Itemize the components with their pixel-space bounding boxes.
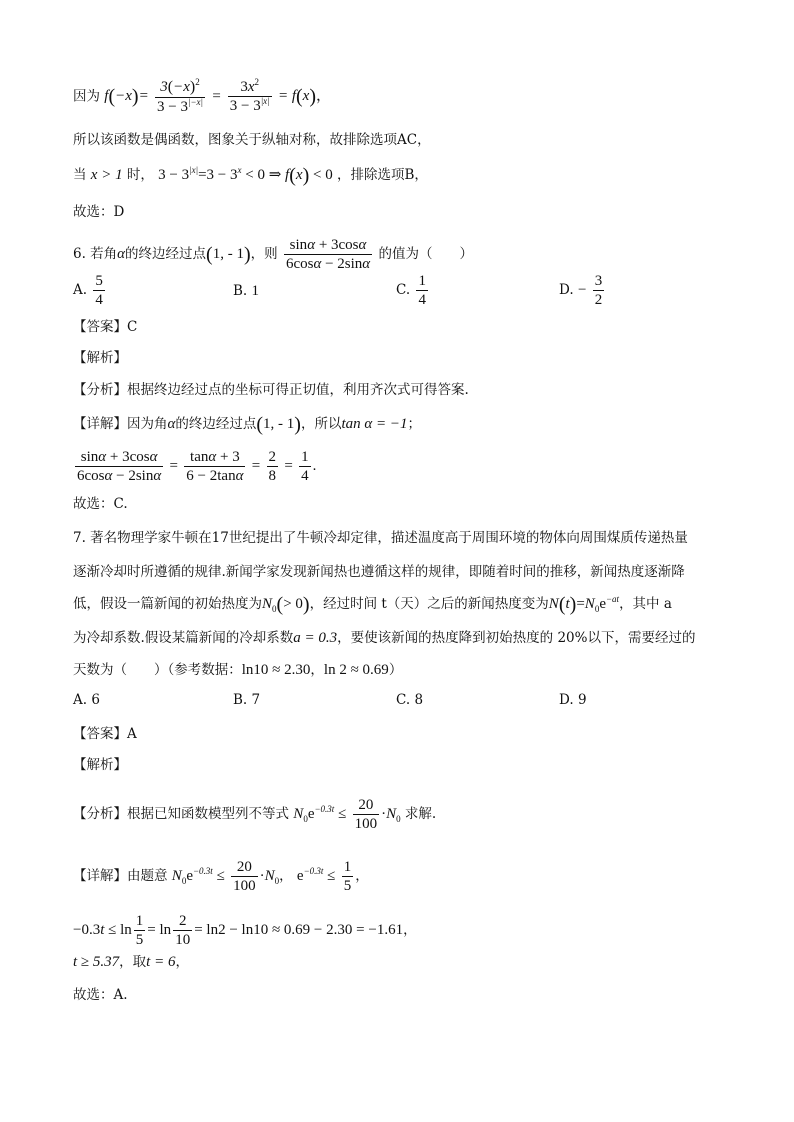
q6-answer: 【答案】C	[73, 319, 138, 335]
q6-detail: 【详解】因为角α的终边经过点(1, - 1)，所以tan α = −1；	[73, 413, 422, 436]
q6-analysis-heading: 【解析】	[73, 350, 127, 366]
q7-line-4: 为冷却系数.假设某篇新闻的冷却系数a = 0.3，要使该新闻的热度降到初始热度的 20%以下，需要经过的	[73, 630, 696, 646]
symmetry-derivation: 因为 f(−x)= $\frac{3(-x)^2}{3 - 3^{|-x|}}$ = $\frac{3x^2}{3 - 3^{|x|}}$ = f(x)，	[73, 77, 332, 115]
q7-answer: 【答案】A	[73, 726, 137, 742]
q6-option-a[interactable]: A. $\frac{5}{4}$	[73, 273, 103, 308]
q7-option-d[interactable]: D. 9	[559, 692, 587, 708]
q6-option-b[interactable]: B. 1	[233, 283, 260, 299]
q6-expression: $\frac{\sin\alpha + 3\cos\alpha}{6\cos\alpha - 2\sin\alpha}$	[285, 237, 371, 272]
inequality-chain: $3 - 3^{|x|}=3 - 3^x < 0$ ⇒ f(x) < 0	[158, 164, 333, 187]
even-function-conclusion: 所以该函数是偶函数，图象关于纵轴对称，故排除选项AC，	[73, 132, 431, 148]
q6-homogeneous-computation: $\frac{\sin\alpha + 3\cos\alpha}{6\cos\alpha - 2\sin\alpha}$ = $\frac{\tan\alpha + 3}{6 - 2\tan\alpha}$ = $\frac{2}{8}$ = $\frac{1}{4}$ .	[77, 449, 317, 484]
q7-detail: 【详解】由题意 $N_0e^{-0.3t}$ ≤ $\frac{20}{100}$ $\cdot N_0$， $e^{-0.3t}$ ≤ $\frac{1}{5}$ ，	[73, 859, 369, 894]
fraction-1: $\frac{3(-x)^2}{3 - 3^{|-x|}}$	[157, 77, 204, 115]
q7-analysis-heading: 【解析】	[73, 757, 127, 773]
q6-option-d[interactable]: D. − $\frac{3}{2}$	[559, 273, 603, 308]
q7-fenxi: 【分析】根据已知函数模型列不等式 $N_0e^{-0.3t}$ ≤ $\frac{20}{100}$ $\cdot N_0$ 求解.	[73, 797, 437, 832]
q7-line-5: 天数为（ ）（参考数据：ln10 ≈ 2.30，ln 2 ≈ 0.69）	[73, 662, 403, 678]
q6-choose: 故选：C.	[73, 496, 128, 512]
q7-line-1: 7. 著名物理学家牛顿在17世纪提出了牛顿冷却定律，描述温度高于周围环境的物体向周围煤质传递热量	[73, 530, 688, 546]
x-greater-one-line: 当 x > 1 时， $3 - 3^{|x|}=3 - 3^x < 0$ ⇒ f(x) < 0 ，排除选项B，	[73, 164, 428, 187]
q7-option-c[interactable]: C. 8	[396, 692, 424, 708]
choose-d: 故选：D	[73, 204, 125, 220]
because-label: 因为	[73, 88, 100, 105]
q7-choose: 故选：A.	[73, 987, 128, 1003]
formula-f-neg-x: f(−x)=	[104, 85, 149, 108]
q7-result: t ≥ 5.37，取t = 6，	[73, 954, 189, 970]
q7-line-2: 逐渐冷却时所遵循的规律.新闻学家发现新闻热也遵循这样的规律，即随着时间的推移，新闻热度逐渐降	[73, 564, 685, 580]
q7-option-b[interactable]: B. 7	[233, 692, 261, 708]
fraction-2: $\frac{3x^2}{3 - 3^{|x|}}$	[229, 77, 270, 115]
question-6-stem: 6. 若角α的终边经过点(1, - 1)，则 $\frac{\sin\alpha + 3\cos\alpha}{6\cos\alpha - 2\sin\alpha}$ 的值为（ ）	[73, 237, 473, 272]
q6-option-c[interactable]: C. $\frac{1}{4}$	[396, 273, 426, 308]
q7-log-step: −0.3t ≤ ln $\frac{1}{5}$ = ln $\frac{2}{10}$ = ln2 − ln10 ≈ 0.69 − 2.30 = −1.61，	[73, 913, 417, 948]
q7-option-a[interactable]: A. 6	[73, 692, 100, 708]
q6-fenxi: 【分析】根据终边经过点的坐标可得正切值，利用齐次式可得答案.	[73, 382, 469, 398]
q7-line-3: 低，假设一篇新闻的初始热度为$N_0(> 0)$，经过时间 t（天）之后的新闻热度变为$N(t)=N_0e^{-at}$，其中 a	[73, 593, 672, 616]
